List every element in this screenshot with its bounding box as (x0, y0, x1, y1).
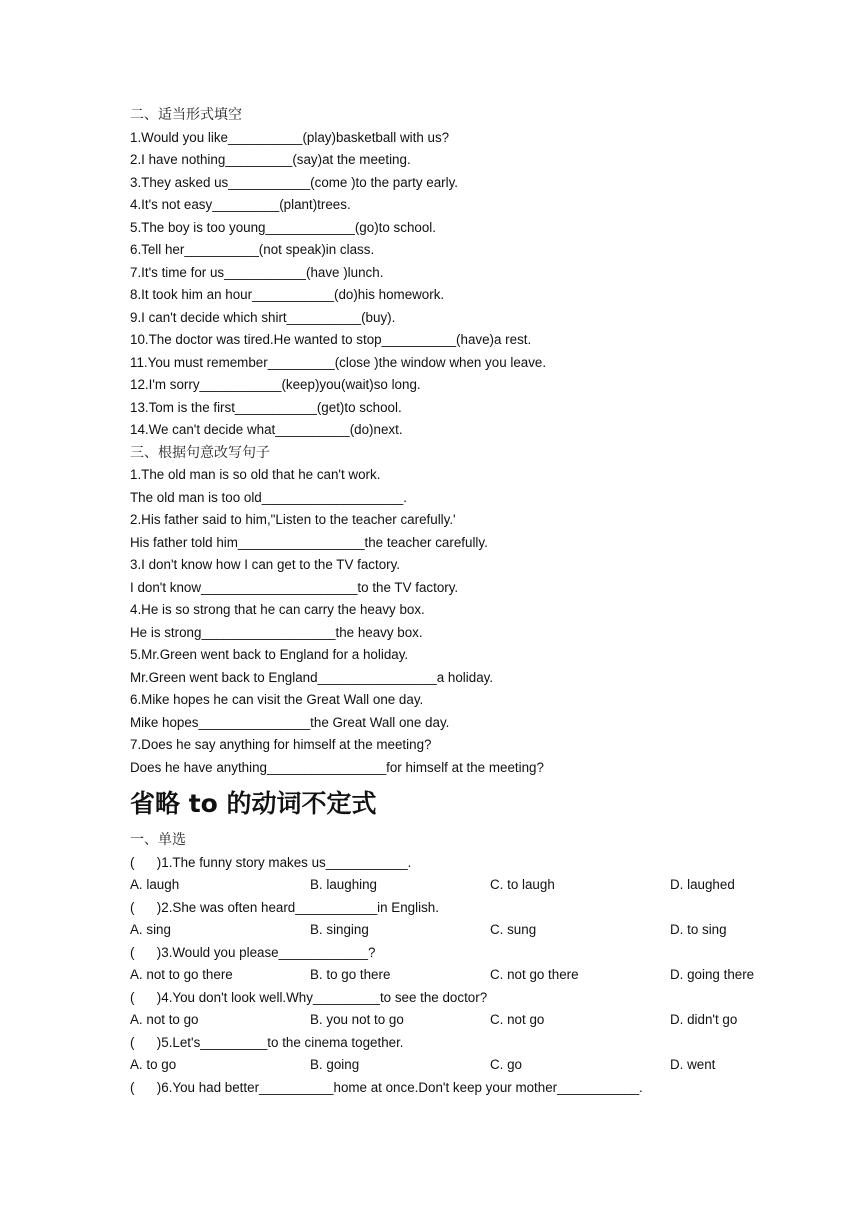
option-c: C. to laugh (490, 877, 555, 892)
answer-options (130, 1054, 810, 1077)
question-stem: ( )4.You don't look well.Why_________to see the doctor? (130, 989, 488, 1005)
exercise-line: 14.We can't decide what__________(do)next. (130, 422, 403, 437)
question-stem: ( )1.The funny story makes us___________. (130, 854, 412, 870)
option-d: D. to sing (670, 922, 727, 937)
question-stem: ( )6.You had better__________home at once.Don't keep your mother___________. (130, 1079, 643, 1095)
exercise-line: 5.The boy is too young____________(go)to school. (130, 219, 436, 235)
option-a: A. not to go (130, 1012, 199, 1027)
question-stem: ( )5.Let's_________to the cinema together. (130, 1034, 404, 1050)
exercise-line: 3.I don't know how I can get to the TV factory. (130, 557, 401, 572)
section-heading-fill-in: 二、适当形式填空 (130, 107, 242, 123)
option-b: B. to go there (310, 967, 391, 982)
exercise-line: Mr.Green went back to England________________a holiday. (130, 669, 494, 685)
answer-options (130, 919, 810, 942)
question-2 (130, 897, 810, 942)
question-1 (130, 852, 810, 897)
option-d: D. went (670, 1057, 716, 1072)
question-stem: ( )3.Would you please____________? (130, 944, 376, 960)
exercise-line: 2.His father said to him,"Listen to the teacher carefully.' (130, 512, 456, 527)
option-a: A. not to go there (130, 967, 233, 982)
exercise-line: 7.It's time for us___________(have )lunch. (130, 264, 384, 280)
answer-options (130, 1009, 810, 1032)
option-d: D. laughed (670, 877, 735, 892)
document-content (130, 104, 810, 1099)
option-c: C. sung (490, 922, 537, 937)
exercise-line: 4.It's not easy_________(plant)trees. (130, 197, 351, 212)
section-heading-multiple-choice: 一、单选 (130, 832, 186, 848)
fill-in-list (130, 127, 810, 442)
option-d: D. going there (670, 967, 755, 982)
exercise-line: 9.I can't decide which shirt__________(buy). (130, 309, 396, 325)
exercise-line: Mike hopes_______________the Great Wall one day. (130, 714, 450, 730)
question-3 (130, 942, 810, 987)
section-heading-rewrite: 三、根据句意改写句子 (130, 444, 270, 461)
exercise-line: 6.Mike hopes he can visit the Great Wall one day. (130, 692, 424, 707)
answer-options (130, 874, 810, 897)
question-5 (130, 1032, 810, 1077)
exercise-line: 2.I have nothing_________(say)at the meeting. (130, 152, 411, 167)
exercise-line: 5.Mr.Green went back to England for a holiday. (130, 647, 409, 662)
exercise-line: Does he have anything________________for himself at the meeting? (130, 759, 544, 775)
exercise-line: 8.It took him an hour___________(do)his homework. (130, 287, 445, 302)
rewrite-list (130, 464, 810, 779)
option-c: C. not go there (490, 967, 579, 982)
page-title: 省略 to 的动词不定式 (130, 789, 377, 818)
exercise-line: He is strong__________________the heavy box. (130, 624, 423, 640)
exercise-line: 10.The doctor was tired.He wanted to stop__________(have)a rest. (130, 332, 532, 347)
exercise-line: 1.Would you like__________(play)basketball with us? (130, 129, 450, 145)
option-a: A. to go (130, 1057, 177, 1072)
exercise-line: The old man is too old___________________. (130, 489, 407, 505)
option-c: C. not go (490, 1012, 545, 1027)
exercise-line: 11.You must remember_________(close )the window when you leave. (130, 354, 547, 370)
question-stem: ( )2.She was often heard___________in English. (130, 899, 439, 915)
option-a: A. laugh (130, 877, 180, 892)
exercise-line: 4.He is so strong that he can carry the heavy box. (130, 602, 425, 617)
option-b: B. singing (310, 922, 369, 937)
exercise-line: 13.Tom is the first___________(get)to school. (130, 399, 402, 415)
exercise-line: I don't know_____________________to the TV factory. (130, 579, 459, 595)
exercise-line: 7.Does he say anything for himself at the meeting? (130, 737, 432, 752)
option-d: D. didn't go (670, 1012, 738, 1027)
exercise-line: 12.I'm sorry___________(keep)you(wait)so long. (130, 377, 421, 392)
option-b: B. you not to go (310, 1012, 404, 1027)
exercise-line: 6.Tell her__________(not speak)in class. (130, 242, 375, 257)
option-c: C. go (490, 1057, 523, 1072)
option-a: A. sing (130, 922, 171, 937)
exercise-line: His father told him_________________the teacher carefully. (130, 534, 488, 550)
question-4 (130, 987, 810, 1032)
option-b: B. going (310, 1057, 360, 1072)
exercise-line: 1.The old man is so old that he can't work. (130, 467, 381, 482)
answer-options (130, 964, 810, 987)
exercise-line: 3.They asked us___________(come )to the party early. (130, 174, 459, 190)
option-b: B. laughing (310, 877, 378, 892)
